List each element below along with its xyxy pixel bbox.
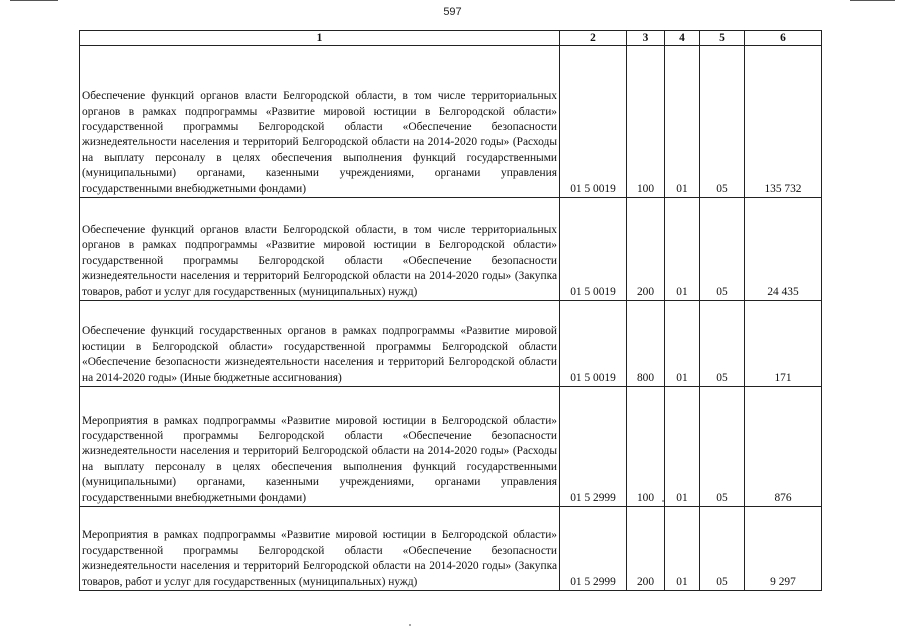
scan-speck <box>662 500 664 502</box>
table-row <box>80 301 822 387</box>
header-col-4: 4 <box>665 31 700 46</box>
header-col-5: 5 <box>700 31 745 46</box>
row-amount: 135 732 <box>745 46 822 198</box>
row-expense-type: 200 <box>627 507 665 591</box>
row-subsection: 05 <box>700 387 745 507</box>
row-subsection: 05 <box>700 507 745 591</box>
row-target-code: 01 5 2999 <box>560 387 627 507</box>
row-section: 01 <box>665 198 700 301</box>
row-expense-type: 800 <box>627 301 665 387</box>
row-subsection: 05 <box>700 46 745 198</box>
row-description: Обеспечение функций органов власти Белгородской области, в том числе территориальных органов в рамках подпрограммы «Развитие мировой юстиции в Белгородской области» государственной программы Белгородской области «Обеспечение безопасности жизнедеятельности населения и территорий Белгородской области на 2014-2020 годы» (Расходы на выплату персоналу в целях обеспечения выполнения функций государственными (муниципальными) органами, казенными учреждениями, органами управления государственными внебюджетными фондами) <box>80 46 560 198</box>
row-section: 01 <box>665 46 700 198</box>
row-description: Мероприятия в рамках подпрограммы «Развитие мировой юстиции в Белгородской области» государственной программы Белгородской области «Обеспечение безопасности жизнедеятельности населения и территорий Белгородской области на 2014-2020 годы» (Закупка товаров, работ и услуг для государственных (муниципальных) нужд) <box>80 507 560 591</box>
row-section: 01 <box>665 301 700 387</box>
row-section: 01 <box>665 507 700 591</box>
row-expense-type: 100 <box>627 46 665 198</box>
table-row <box>80 198 822 301</box>
row-amount: 876 <box>745 387 822 507</box>
header-col-2: 2 <box>560 31 627 46</box>
row-expense-type: 100 <box>627 387 665 507</box>
scan-speck <box>409 624 411 626</box>
table-row <box>80 46 822 198</box>
row-target-code: 01 5 2999 <box>560 507 627 591</box>
row-description: Мероприятия в рамках подпрограммы «Развитие мировой юстиции в Белгородской области» государственной программы Белгородской области «Обеспечение безопасности жизнедеятельности населения и территорий Белгородской области на 2014-2020 годы» (Расходы на выплату персоналу в целях обеспечения выполнения функций государственными (муниципальными) органами, казенными учреждениями, органами управления государственными внебюджетными фондами) <box>80 387 560 507</box>
row-subsection: 05 <box>700 301 745 387</box>
table-body <box>80 46 822 591</box>
table-row <box>80 507 822 591</box>
table-header-row <box>80 31 822 46</box>
table-row <box>80 387 822 507</box>
row-target-code: 01 5 0019 <box>560 198 627 301</box>
header-col-6: 6 <box>745 31 822 46</box>
row-target-code: 01 5 0019 <box>560 46 627 198</box>
header-col-1: 1 <box>80 31 560 46</box>
budget-table <box>79 30 822 591</box>
row-section: 01 <box>665 387 700 507</box>
row-subsection: 05 <box>700 198 745 301</box>
scan-edge-line-right <box>850 0 895 1</box>
scan-edge-line-left <box>10 0 58 1</box>
row-amount: 171 <box>745 301 822 387</box>
header-col-3: 3 <box>627 31 665 46</box>
row-amount: 24 435 <box>745 198 822 301</box>
row-description: Обеспечение функций органов власти Белгородской области, в том числе территориальных органов в рамках подпрограммы «Развитие мировой юстиции в Белгородской области» государственной программы Белгородской области «Обеспечение безопасности жизнедеятельности населения и территорий Белгородской области на 2014-2020 годы» (Закупка товаров, работ и услуг для государственных (муниципальных) нужд) <box>80 198 560 301</box>
row-expense-type: 200 <box>627 198 665 301</box>
row-target-code: 01 5 0019 <box>560 301 627 387</box>
page-number: 597 <box>443 6 462 18</box>
row-description: Обеспечение функций государственных органов в рамках подпрограммы «Развитие мировой юстиции в Белгородской области» государственной программы Белгородской области «Обеспечение безопасности жизнедеятельности населения и территорий Белгородской области на 2014-2020 годы» (Иные бюджетные ассигнования) <box>80 301 560 387</box>
row-amount: 9 297 <box>745 507 822 591</box>
